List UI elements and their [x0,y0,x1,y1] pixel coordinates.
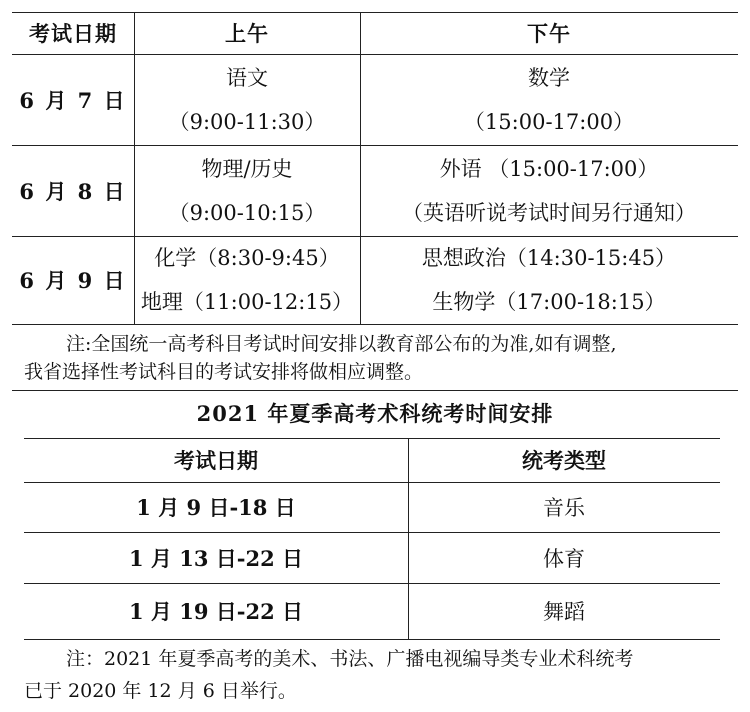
art-row-type: 体育 [543,546,585,571]
art-row-date: 1 月 9 日-18 日 [136,495,296,520]
schedule-note-line2: 我省选择性考试科目的考试安排将做相应调整。 [24,361,424,383]
row-date: 6 月 8 日 [19,178,127,204]
row-date: 6 月 9 日 [19,268,127,293]
header-afternoon: 下午 [527,21,571,46]
schedule-note [24,330,736,386]
header-morning: 上午 [225,21,269,46]
row-morning-subject: 语文 （9:00-11:30） [168,65,326,134]
row-date: 6 月 7 日 [19,87,127,113]
row-afternoon-subject: 数学 （15:00-17:00） [463,65,635,134]
art-row-date: 1 月 13 日-22 日 [128,545,304,571]
art-exam-note [24,643,736,707]
art-row-type: 音乐 [543,496,585,520]
art-header-type: 统考类型 [522,448,606,473]
row-morning-subject: 化学（8:30-9:45） 地理（11:00-12:15） [140,246,354,314]
art-exam-note-line1: 注：2021 年夏季高考的美术、书法、广播电视编导类专业术科统考 [66,648,634,670]
art-row-type: 舞蹈 [543,600,585,624]
row-afternoon-subject: 思想政治（14:30-15:45） 生物学（17:00-18:15） [421,246,677,314]
art-exam-note-line2: 已于 2020 年 12 月 6 日举行。 [24,680,297,702]
schedule-note-line1: 注:全国统一高考科目考试时间安排以教育部公布的为准,如有调整, [66,333,617,355]
art-row-date: 1 月 19 日-22 日 [128,599,304,624]
art-header-date: 考试日期 [174,448,258,473]
exam-schedule-table [12,12,738,324]
art-exam-table [24,438,720,640]
header-date: 考试日期 [29,21,117,46]
row-afternoon-subject: 外语 （15:00-17:00） （英语听说考试时间另行通知） [402,156,696,225]
divider [12,390,738,391]
art-exam-title: 2021 年夏季高考术科统考时间安排 [196,401,554,426]
row-morning-subject: 物理/历史 （9:00-10:15） [168,156,326,225]
